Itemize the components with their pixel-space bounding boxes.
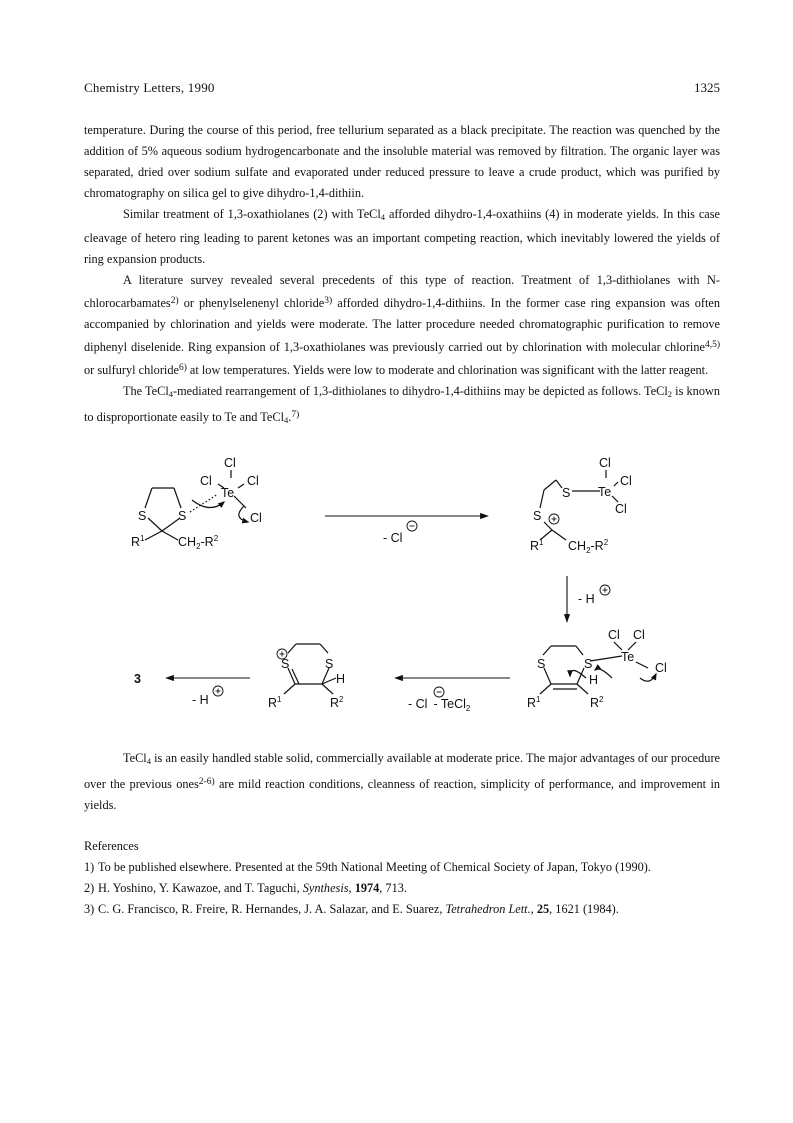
- body-paragraph: [84, 270, 720, 381]
- text-segment: 6): [178, 363, 187, 373]
- s2-s-top: S: [562, 486, 571, 500]
- arrow3-label: - Cl - TeCl$_2$: [408, 697, 471, 713]
- text-segment: afforded dihydro-1,4-oxathiins (4) in moderate yields. In this case cleavage of hetero ring leading to parent ketones was an important competing reaction, which inevitably lowered the yields of ring expansion products.: [84, 207, 721, 266]
- text-segment: 4: [168, 389, 174, 399]
- s3-te: Te: [621, 650, 635, 664]
- text-segment: TeCl: [123, 751, 147, 765]
- s3-s-left: S: [537, 657, 546, 671]
- reaction-scheme-drawing: [100, 456, 700, 726]
- s2-cl-top: Cl: [599, 456, 611, 470]
- arrow2-plus-charge: [600, 585, 610, 595]
- s1-te: Te: [221, 486, 235, 500]
- s3-r1: $R^1$: [527, 695, 541, 710]
- arrow4-plus-charge: [213, 686, 223, 696]
- closing-paragraph: [84, 748, 720, 816]
- structure-sulfonium-intermediate: [540, 470, 618, 540]
- closing-paragraph-text: [84, 748, 720, 816]
- s2-plus-charge: [549, 514, 559, 524]
- text-segment: at low temperatures. Yields were low to moderate and chlorination was significant with the latter reagent.: [186, 363, 709, 377]
- product-number: 3: [134, 672, 141, 686]
- reference-text: [98, 857, 720, 878]
- structure-dithiolane-te-complex: [145, 470, 248, 540]
- reference-number: 2): [84, 881, 95, 895]
- s2-s-bottom: S: [533, 509, 542, 523]
- s4-r2: $R^2$: [330, 695, 344, 710]
- s2-r1: $R^1$: [530, 538, 544, 553]
- text-segment: C. G. Francisco, R. Freire, R. Hernandes, J. A. Salazar, and E. Suarez,: [98, 902, 446, 916]
- text-segment: H. Yoshino, Y. Kawazoe, and T. Taguchi,: [98, 881, 303, 895]
- journal-citation: Chemistry Letters, 1990: [84, 80, 215, 95]
- text-segment: .: [288, 410, 292, 424]
- reference-text: [98, 878, 720, 899]
- text-segment: Similar treatment of 1,3-oxathiolanes (2) with TeCl: [123, 207, 381, 221]
- text-segment: temperature. During the course of this period, free tellurium separated as a black precipitate. The reaction was quenched by the addition of 5% aqueous sodium hydrogencarbonate and the insoluble material was removed by filtration. The organic layer was separated, dried over sodium sulfate and evaporated under reduced pressure to leave a crude product, which was purified by chromatography on silica gel to give dihydro-1,4-dithiin.: [84, 123, 720, 200]
- s3-cl-right: Cl: [655, 661, 667, 675]
- body-paragraph: [84, 381, 720, 431]
- s1-cl-right: Cl: [247, 474, 259, 488]
- s2-cl-lower: Cl: [615, 502, 627, 516]
- reference-item: [84, 878, 720, 899]
- text-segment: or phenylselenenyl chloride: [178, 296, 325, 310]
- reference-text: [98, 899, 720, 920]
- s1-cl-lower: Cl: [250, 511, 262, 525]
- reference-item: [84, 857, 720, 878]
- body-paragraph: [84, 120, 720, 204]
- arrow3-minus-charge: [434, 687, 444, 697]
- s2-te: Te: [598, 485, 612, 499]
- s1-s-left: S: [138, 509, 147, 523]
- arrow1-minus-charge: [407, 521, 417, 531]
- s3-r2: $R^2$: [590, 695, 604, 710]
- text-segment: -mediated rearrangement of 1,3-dithiolanes to dihydro-1,4-dithiins may be depicted as follows. TeCl: [173, 384, 668, 398]
- reaction-scheme: [100, 456, 700, 726]
- s2-ch2-r2: $CH_2-R^2$: [568, 538, 609, 555]
- arrow1-label: - Cl: [383, 531, 403, 545]
- s3-cl-b: Cl: [633, 628, 645, 642]
- text-segment: 7): [291, 410, 300, 420]
- text-segment: Synthesis,: [302, 881, 352, 895]
- arrow2-label: - H: [578, 592, 595, 606]
- references-section: [84, 836, 720, 920]
- reference-number: 3): [84, 902, 95, 916]
- s4-s-left: S: [281, 657, 290, 671]
- text-segment: 4: [380, 212, 386, 222]
- text-segment: 2-6): [198, 777, 215, 787]
- text-segment: are mild reaction conditions, cleanness of reaction, simplicity of performance, and improvement in yields.: [84, 777, 721, 812]
- text-segment: is an easily handled stable solid, commercially available at moderate price. The major advantages of our procedure over the previous ones: [84, 751, 720, 791]
- s1-r1: $R^1$: [131, 534, 145, 549]
- text-segment: A literature survey revealed several precedents of this type of reaction. Treatment of 1,3-dithiolanes with N-chlorocarbamates: [84, 273, 720, 310]
- s3-s-right: S: [584, 657, 593, 671]
- arrow4-label: - H: [192, 693, 209, 707]
- text-segment: 4: [146, 756, 151, 766]
- body-paragraph: [84, 204, 720, 270]
- s3-cl-a: Cl: [608, 628, 620, 642]
- s1-cl-top: Cl: [224, 456, 236, 470]
- text-segment: , 1621 (1984).: [549, 902, 619, 916]
- s4-r1: $R^1$: [268, 695, 282, 710]
- text-segment: The TeCl: [123, 384, 169, 398]
- text-segment: 4: [284, 415, 289, 425]
- running-header: [84, 80, 720, 100]
- text-segment: 2): [170, 296, 179, 306]
- s1-cl-left: Cl: [200, 474, 212, 488]
- s1-s-right: S: [178, 509, 187, 523]
- text-segment: 3): [324, 296, 333, 306]
- text-segment: To be published elsewhere. Presented at the 59th National Meeting of Chemical Society of Japan, Tokyo (1990).: [98, 860, 651, 874]
- reference-item: [84, 899, 720, 920]
- text-segment: 4,5): [704, 340, 720, 350]
- s2-cl-right: Cl: [620, 474, 632, 488]
- text-segment: or sulfuryl chloride: [84, 363, 179, 377]
- text-segment: 2: [667, 389, 673, 399]
- reference-list: [84, 857, 720, 920]
- text-segment: is known to disproportionate easily to Te and TeCl: [84, 384, 720, 424]
- text-segment: Tetrahedron Lett.,: [445, 902, 534, 916]
- body-text: [84, 120, 720, 431]
- text-segment: 1974: [354, 881, 380, 895]
- s4-h: H: [336, 672, 346, 686]
- text-segment: 25: [536, 902, 550, 916]
- text-segment: afforded dihydro-1,4-dithiins. In the former case ring expansion was often accompanied by chlorination and yields were moderate. The latter procedure needed chromatographic purification to remove diphenyl diselenide. Ring expansion of 1,3-oxathiolanes was previously carried out by chlorination with molecular chlorine: [84, 296, 720, 354]
- page-number: 1325: [694, 80, 720, 95]
- references-title: References: [84, 839, 139, 853]
- s1-ch2-r2: $CH_2-R^2$: [178, 534, 219, 551]
- s4-s-right: S: [325, 657, 334, 671]
- s3-h: H: [589, 673, 599, 687]
- text-segment: , 713.: [379, 881, 407, 895]
- reference-number: 1): [84, 860, 95, 874]
